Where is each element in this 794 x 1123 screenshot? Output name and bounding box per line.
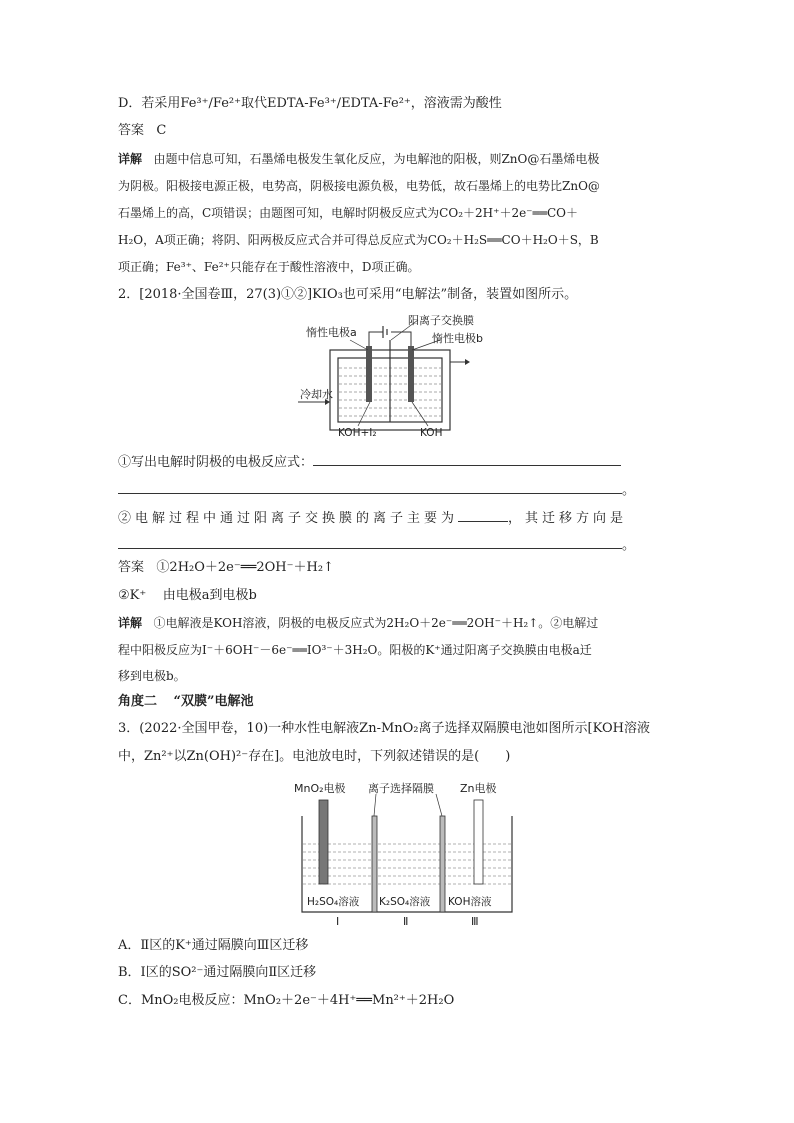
section-heading: 角度二 “双膜”电解池 (118, 694, 254, 709)
q2-answer-2: ②K⁺ 由电极a到电极b (118, 588, 257, 603)
q1-detail-line-4: H₂O，A项正确；将阴、阳两极反应式合并可得总反应式为CO₂＋H₂S══CO＋H₂O＋S，B (118, 233, 599, 247)
q3-stem-line-2: 中，Zn²⁺以Zn(OH)²⁻存在]。电池放电时，下列叙述错误的是( ) (118, 749, 511, 764)
answer-value: C (156, 123, 167, 138)
q1-detail-line-5: 项正确；Fe³⁺、Fe²⁺只能存在于酸性溶液中，D项正确。 (118, 260, 420, 274)
answer-blank[interactable] (458, 507, 508, 522)
q1-option-d: D．若采用Fe³⁺/Fe²⁺取代EDTA-Fe³⁺/EDTA-Fe²⁺，溶液需为酸性 (118, 96, 502, 111)
label-mno2-electrode: MnO₂电极 (294, 782, 346, 795)
label-cooling-water: 冷却水 (300, 388, 333, 401)
electrode-b (408, 346, 414, 402)
q1-detail-line-1: 详解 由题中信息可知，石墨烯电极发生氧化反应，为电解池的阳极，则ZnO@石墨烯电极 (118, 152, 600, 166)
label-zone-2: Ⅱ (403, 915, 409, 926)
label-ion-membrane: 离子选择隔膜 (368, 782, 434, 795)
q2-sub2-cont: 。 (118, 534, 635, 555)
q2-detail-line-3: 移到电极b。 (118, 669, 186, 683)
q2-detail-line-1: 详解 ①电解液是KOH溶液，阴极的电极反应式为2H₂O＋2e⁻══2OH⁻＋H₂↑。②电解过 (118, 616, 599, 630)
label-solution-2: K₂SO₄溶液 (379, 896, 431, 908)
label-electrode-b: 惰性电极b (432, 332, 483, 345)
q3-stem-line-1: 3．(2022·全国甲卷，10)一种水性电解液Zn-MnO₂离子选择双隔膜电池如图所示[KOH溶液 (118, 721, 650, 736)
detail-label: 详解 (118, 152, 143, 166)
q2-detail-line-2: 程中阳极反应为I⁻＋6OH⁻－6e⁻══IO³⁻＋3H₂O。阳极的K⁺通过阳离子交换膜由电极a迁 (118, 643, 592, 657)
answer-blank[interactable] (313, 451, 621, 466)
q1-detail-line-3: 石墨烯上的高，C项错误；由题图可知，电解时阴极反应式为CO₂＋2H⁺＋2e⁻══CO＋ (118, 206, 578, 220)
mno2-electrode (319, 800, 328, 884)
answer-label: 答案 (118, 123, 145, 138)
q3-option-a: A．Ⅱ区的K⁺通过隔膜向Ⅲ区迁移 (118, 938, 309, 953)
zn-electrode (474, 800, 483, 884)
label-zone-1: Ⅰ (336, 915, 340, 926)
q2-sub1: ①写出电解时阴极的电极反应式： (118, 451, 621, 472)
q3-option-c: C．MnO₂电极反应：MnO₂＋2e⁻＋4H⁺══Mn²⁺＋2H₂O (118, 993, 455, 1008)
label-solution-3: KOH溶液 (448, 896, 492, 908)
label-solution-1: H₂SO₄溶液 (307, 896, 360, 908)
answer-blank[interactable] (118, 534, 622, 549)
label-membrane: 阳离子交换膜 (408, 314, 474, 327)
q2-stem: 2．[2018·全国卷Ⅲ，27(3)①②]KIO₃也可采用“电解法”制备，装置如图所示。 (118, 287, 578, 302)
answer-blank[interactable] (118, 479, 622, 494)
label-right-solution: KOH (420, 427, 443, 439)
q2-sub2: ②电解过程中通过阳离子交换膜的离子主要为 ，其迁移方向是 (118, 507, 627, 528)
ion-membrane-2 (440, 816, 445, 912)
label-zone-3: Ⅲ (471, 915, 479, 926)
q1-answer (118, 122, 166, 140)
q2-answer-1: 答案 ①2H₂O＋2e⁻══2OH⁻＋H₂↑ (118, 560, 334, 575)
q3-battery-figure (290, 776, 530, 926)
electrode-a (366, 346, 372, 402)
ion-membrane-1 (372, 816, 377, 912)
q1-detail-line-2: 为阴极。阳极接电源正极，电势高，阴极接电源负极，电势低，故石墨烯上的电势比ZnO@ (118, 179, 600, 193)
label-zn-electrode: Zn电极 (460, 782, 497, 795)
q2-sub1-cont: 。 (118, 479, 635, 500)
label-electrode-a: 惰性电极a (306, 326, 357, 339)
q3-option-b: B．Ⅰ区的SO²⁻通过隔膜向Ⅱ区迁移 (118, 965, 317, 980)
q2-electrolysis-figure (290, 310, 490, 445)
label-left-solution: KOH+I₂ (338, 427, 377, 439)
